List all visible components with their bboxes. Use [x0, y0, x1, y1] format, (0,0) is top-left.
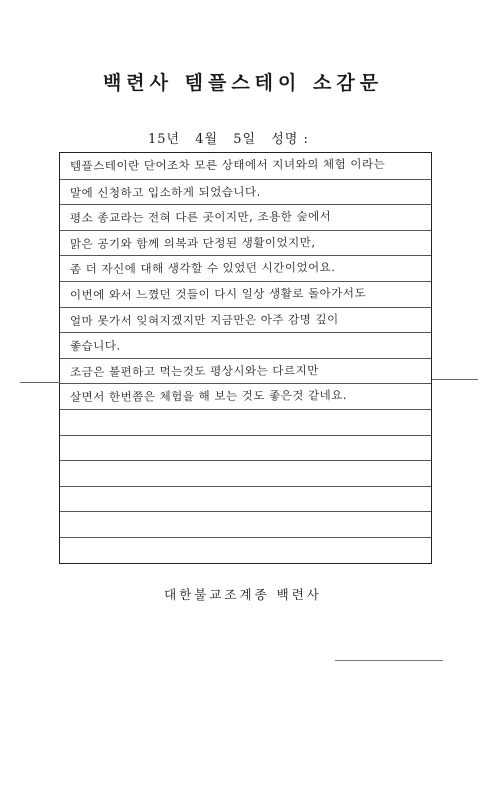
essay-line [60, 511, 431, 538]
essay-line-text: 맑은 공기와 함께 의복과 단정된 생활이었지만, [69, 235, 316, 251]
document-title: 백련사 템플스테이 소감문 [102, 72, 384, 94]
scan-fold-line-right [432, 379, 478, 380]
date-year: 15년 [148, 132, 181, 147]
essay-line-text: 평소 종교라는 전혀 다른 곳이지만, 조용한 숲에서 [69, 209, 332, 226]
essay-line [60, 307, 431, 334]
essay-line-text: 좋습니다. [69, 338, 121, 354]
essay-line [60, 383, 431, 410]
essay-line [60, 332, 431, 359]
date-month: 4월 [195, 132, 219, 147]
essay-line-text: 좀 더 자신에 대해 생각할 수 있었던 시간이었어요. [69, 260, 336, 277]
essay-line [60, 486, 431, 513]
essay-form [59, 152, 432, 564]
essay-line-text: 살면서 한번쯤은 체험을 해 보는 것도 좋은것 같네요. [69, 388, 348, 405]
essay-line [60, 435, 431, 462]
essay-line [60, 358, 431, 385]
essay-line [60, 230, 431, 257]
essay-line [60, 204, 431, 231]
essay-line-text: 템플스테이란 단어조차 모른 상태에서 지녀와의 체험 이라는 [69, 156, 386, 173]
essay-line [60, 255, 431, 282]
signature-line [335, 660, 443, 661]
essay-line-text: 말에 신청하고 입소하게 되었습니다. [69, 184, 261, 200]
essay-line [60, 537, 431, 564]
essay-line-text: 얼마 못가서 잊혀지겠지만 지금만은 아주 감명 깊이 [69, 311, 339, 328]
essay-line [60, 409, 431, 436]
essay-line [60, 281, 431, 308]
essay-line [60, 460, 431, 487]
essay-line-text: 조금은 불편하고 먹는것도 평상시와는 다르지만 [69, 363, 319, 379]
name-label: 성명 : [271, 132, 309, 147]
essay-line [60, 153, 431, 179]
organization-name: 대한불교조계종 백련사 [164, 587, 322, 602]
essay-line-text: 이번에 와서 느꼈던 것들이 다시 일상 생활로 돌아가서도 [69, 285, 367, 302]
scan-fold-line-left [20, 382, 60, 383]
date-name-line [148, 128, 319, 147]
essay-line [60, 179, 431, 206]
date-day: 5일 [233, 132, 257, 147]
